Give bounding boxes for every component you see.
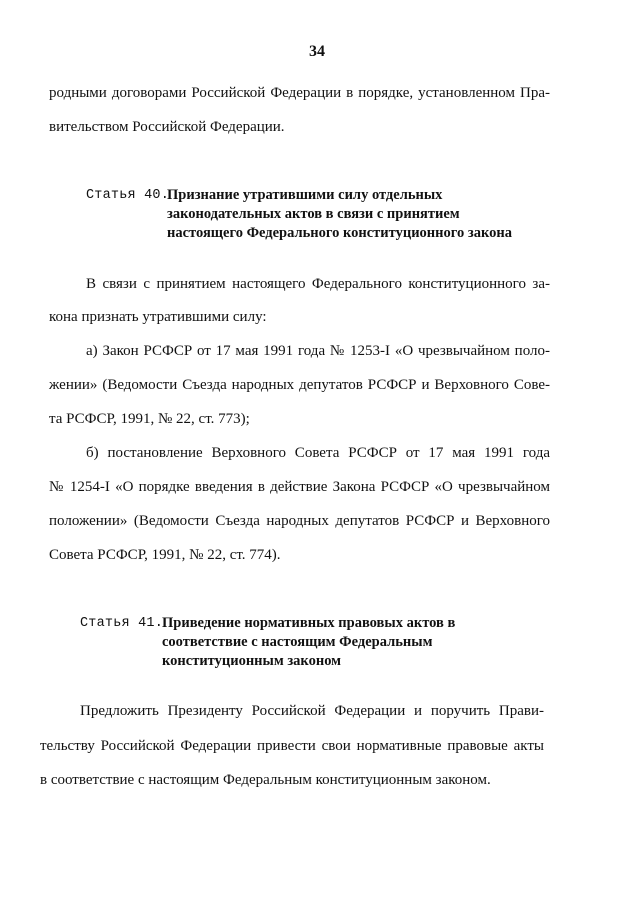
article-41-title-line-2: соответствие с настоящим Федеральным — [162, 634, 433, 650]
item-a-line-1: а) Закон РСФСР от 17 мая 1991 года № 1253-I «О чрезвычайном поло- — [86, 343, 550, 359]
item-b-line-1: б) постановление Верховного Совета РСФСР от 17 мая 1991 года — [86, 445, 550, 461]
item-a-line-3: та РСФСР, 1991, № 22, ст. 773); — [49, 411, 250, 427]
article-41-para-line-2: тельству Российской Федерации привести свои нормативные правовые акты — [40, 738, 544, 754]
article-40-title-line-1: Признание утратившими силу отдельных — [167, 187, 443, 203]
article-40-title-line-3: настоящего Федерального конституционного закона — [167, 225, 512, 241]
article-40-title-line-2: законодательных актов в связи с принятием — [167, 206, 460, 222]
intro-line-2: вительством Российской Федерации. — [49, 119, 285, 135]
page-number: 34 — [309, 43, 325, 60]
intro-line-1: родными договорами Российской Федерации в порядке, установленном Пра- — [49, 85, 550, 101]
article-41-para-line-1: Предложить Президенту Российской Федерации и поручить Прави- — [80, 703, 544, 719]
article-40-label: Статья 40. — [86, 188, 170, 203]
article-40-para-line-2: кона признать утратившими силу: — [49, 309, 267, 325]
item-b-line-3: положении» (Ведомости Съезда народных депутатов РСФСР и Верховного — [49, 513, 550, 529]
article-40-para-line-1: В связи с принятием настоящего Федерального конституционного за- — [86, 276, 550, 292]
article-41-label: Статья 41. — [80, 616, 164, 631]
article-41-title-line-3: конституционным законом — [162, 653, 342, 669]
item-b-line-4: Совета РСФСР, 1991, № 22, ст. 774). — [49, 547, 281, 563]
article-41-para-line-3: в соответствие с настоящим Федеральным конституционным законом. — [40, 772, 491, 788]
item-b-line-2: № 1254-I «О порядке введения в действие Закона РСФСР «О чрезвычайном — [49, 479, 550, 495]
item-a-line-2: жении» (Ведомости Съезда народных депутатов РСФСР и Верховного Сове- — [49, 377, 550, 393]
article-41-title-line-1: Приведение нормативных правовых актов в — [162, 615, 456, 631]
